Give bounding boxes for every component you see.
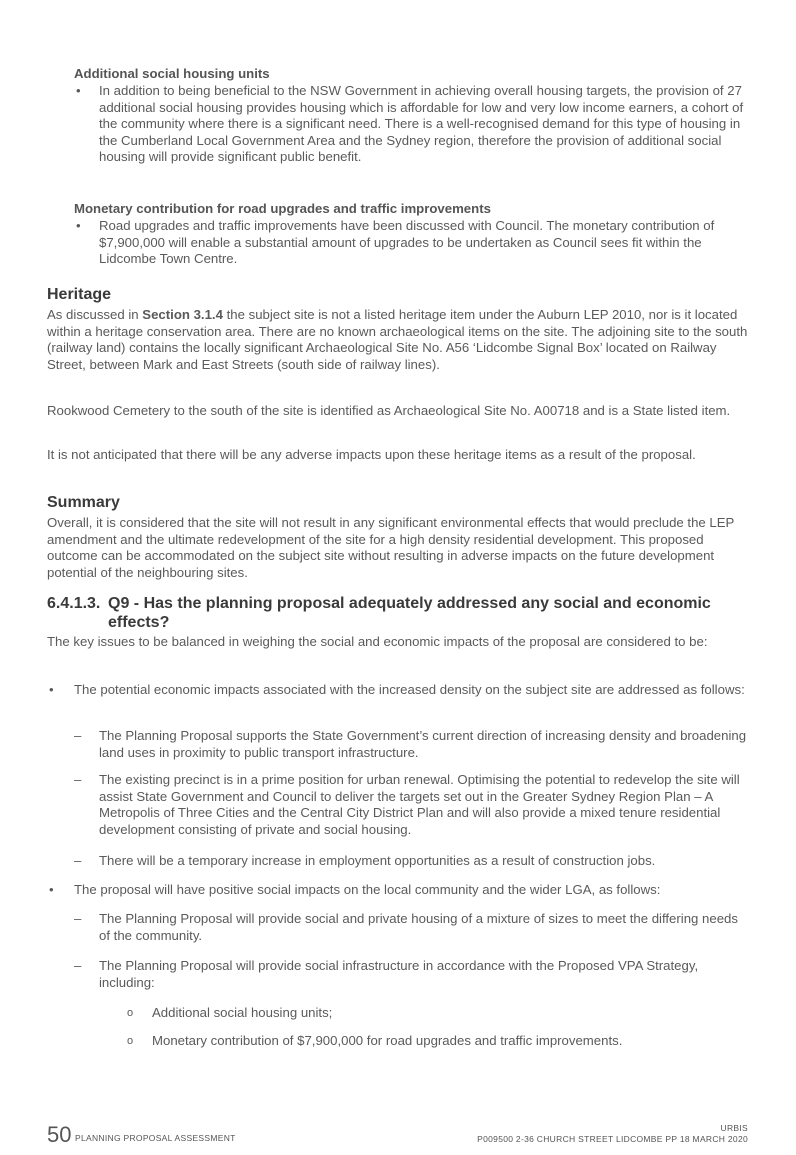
dash-marker: – (74, 853, 82, 868)
heritage-paragraph-1: As discussed in Section 3.1.4 the subject site is not a listed heritage item under the Auburn LEP 2010, nor is it located within a heritage conservation area. There are no known archaeological items on the site. The adjoining site to the south (railway land) contains the locally significant Archaeological Site No. A56 ‘Lidcombe Signal Box’ located on Railway Street, between Mark and East Streets (south side of railway lines). (47, 307, 748, 372)
circle-marker: o (127, 1035, 134, 1047)
footer-reference: P009500 2-36 CHURCH STREET LIDCOMBE PP 18 MARCH 2020 (477, 1134, 748, 1144)
social-impacts-bullet: The proposal will have positive social impacts on the local community and the wider LGA, as follows: (74, 882, 661, 897)
summary-paragraph: Overall, it is considered that the site will not result in any significant environmental effects that would preclude the LEP amendment and the ultimate redevelopment of the site for a high density residential development. This proposed outcome can be accommodated on the subject site without resulting in adverse impacts on the future development potential of the neighbouring sites. (47, 515, 735, 580)
q9-intro: The key issues to be balanced in weighing the social and economic impacts of the proposal are considered to be: (47, 634, 708, 649)
heritage-paragraph-3: It is not anticipated that there will be any adverse impacts upon these heritage items as a result of the proposal. (47, 447, 696, 462)
economic-sub-3: There will be a temporary increase in employment opportunities as a result of construction jobs. (99, 853, 656, 868)
heritage-paragraph-2: Rookwood Cemetery to the south of the site is identified as Archaeological Site No. A00718 and is a State listed item. (47, 403, 731, 418)
section-reference: Section 3.1.4 (142, 307, 223, 322)
summary-heading: Summary (47, 494, 120, 511)
heritage-heading: Heritage (47, 286, 112, 303)
dash-marker: – (74, 772, 82, 787)
bullet-dot: • (49, 682, 54, 697)
additional-housing-heading: Additional social housing units (74, 66, 270, 81)
section-title: Q9 - Has the planning proposal adequately addressed any social and economic effects? (108, 595, 711, 631)
vpa-item-1: Additional social housing units; (152, 1005, 333, 1020)
bullet-dot: • (76, 218, 81, 233)
additional-housing-text: In addition to being beneficial to the NSW Government in achieving overall housing targets, the provision of 27 additional social housing provides housing which is affordable for low and very low income earners, a cohort of the community where there is a significant need. There is a well-recognised demand for this type of housing in the Cumberland Local Government Area and the Sydney region, therefore the provision of additional social housing will provide significant public benefit. (99, 83, 744, 165)
monetary-text: Road upgrades and traffic improvements have been discussed with Council. The monetary contribution of $7,900,000 will enable a substantial amount of upgrades to be undertaken as Council sees fit within the Lidcombe Town Centre. (99, 218, 715, 267)
vpa-item-2: Monetary contribution of $7,900,000 for road upgrades and traffic improvements. (152, 1033, 623, 1048)
bullet-dot: • (76, 83, 81, 98)
social-sub-1: The Planning Proposal will provide social and private housing of a mixture of sizes to meet the differing needs of the community. (99, 911, 738, 943)
page-number: 50 (47, 1122, 72, 1147)
bullet-dot: • (49, 882, 54, 897)
footer-company: URBIS (720, 1123, 748, 1133)
economic-impacts-bullet: The potential economic impacts associated with the increased density on the subject site are addressed as follows: (74, 682, 745, 697)
economic-sub-2: The existing precinct is in a prime position for urban renewal. Optimising the potential to redevelop the site will assist State Government and Council to deliver the targets set out in the Greater Sydney Region Plan – A Metropolis of Three Cities and the Central City District Plan and will also provide a mixed tenure residential development consisting of private and social housing. (99, 772, 740, 837)
section-number: 6.4.1.3. (47, 595, 101, 612)
dash-marker: – (74, 728, 82, 743)
social-sub-2: The Planning Proposal will provide social infrastructure in accordance with the Proposed VPA Strategy, including: (99, 958, 699, 990)
monetary-heading: Monetary contribution for road upgrades and traffic improvements (74, 201, 491, 216)
footer-left-label: PLANNING PROPOSAL ASSESSMENT (75, 1133, 236, 1143)
circle-marker: o (127, 1007, 134, 1019)
economic-sub-1: The Planning Proposal supports the State Government’s current direction of increasing density and broadening land uses in proximity to public transport infrastructure. (99, 728, 747, 760)
dash-marker: – (74, 911, 82, 926)
dash-marker: – (74, 958, 82, 973)
